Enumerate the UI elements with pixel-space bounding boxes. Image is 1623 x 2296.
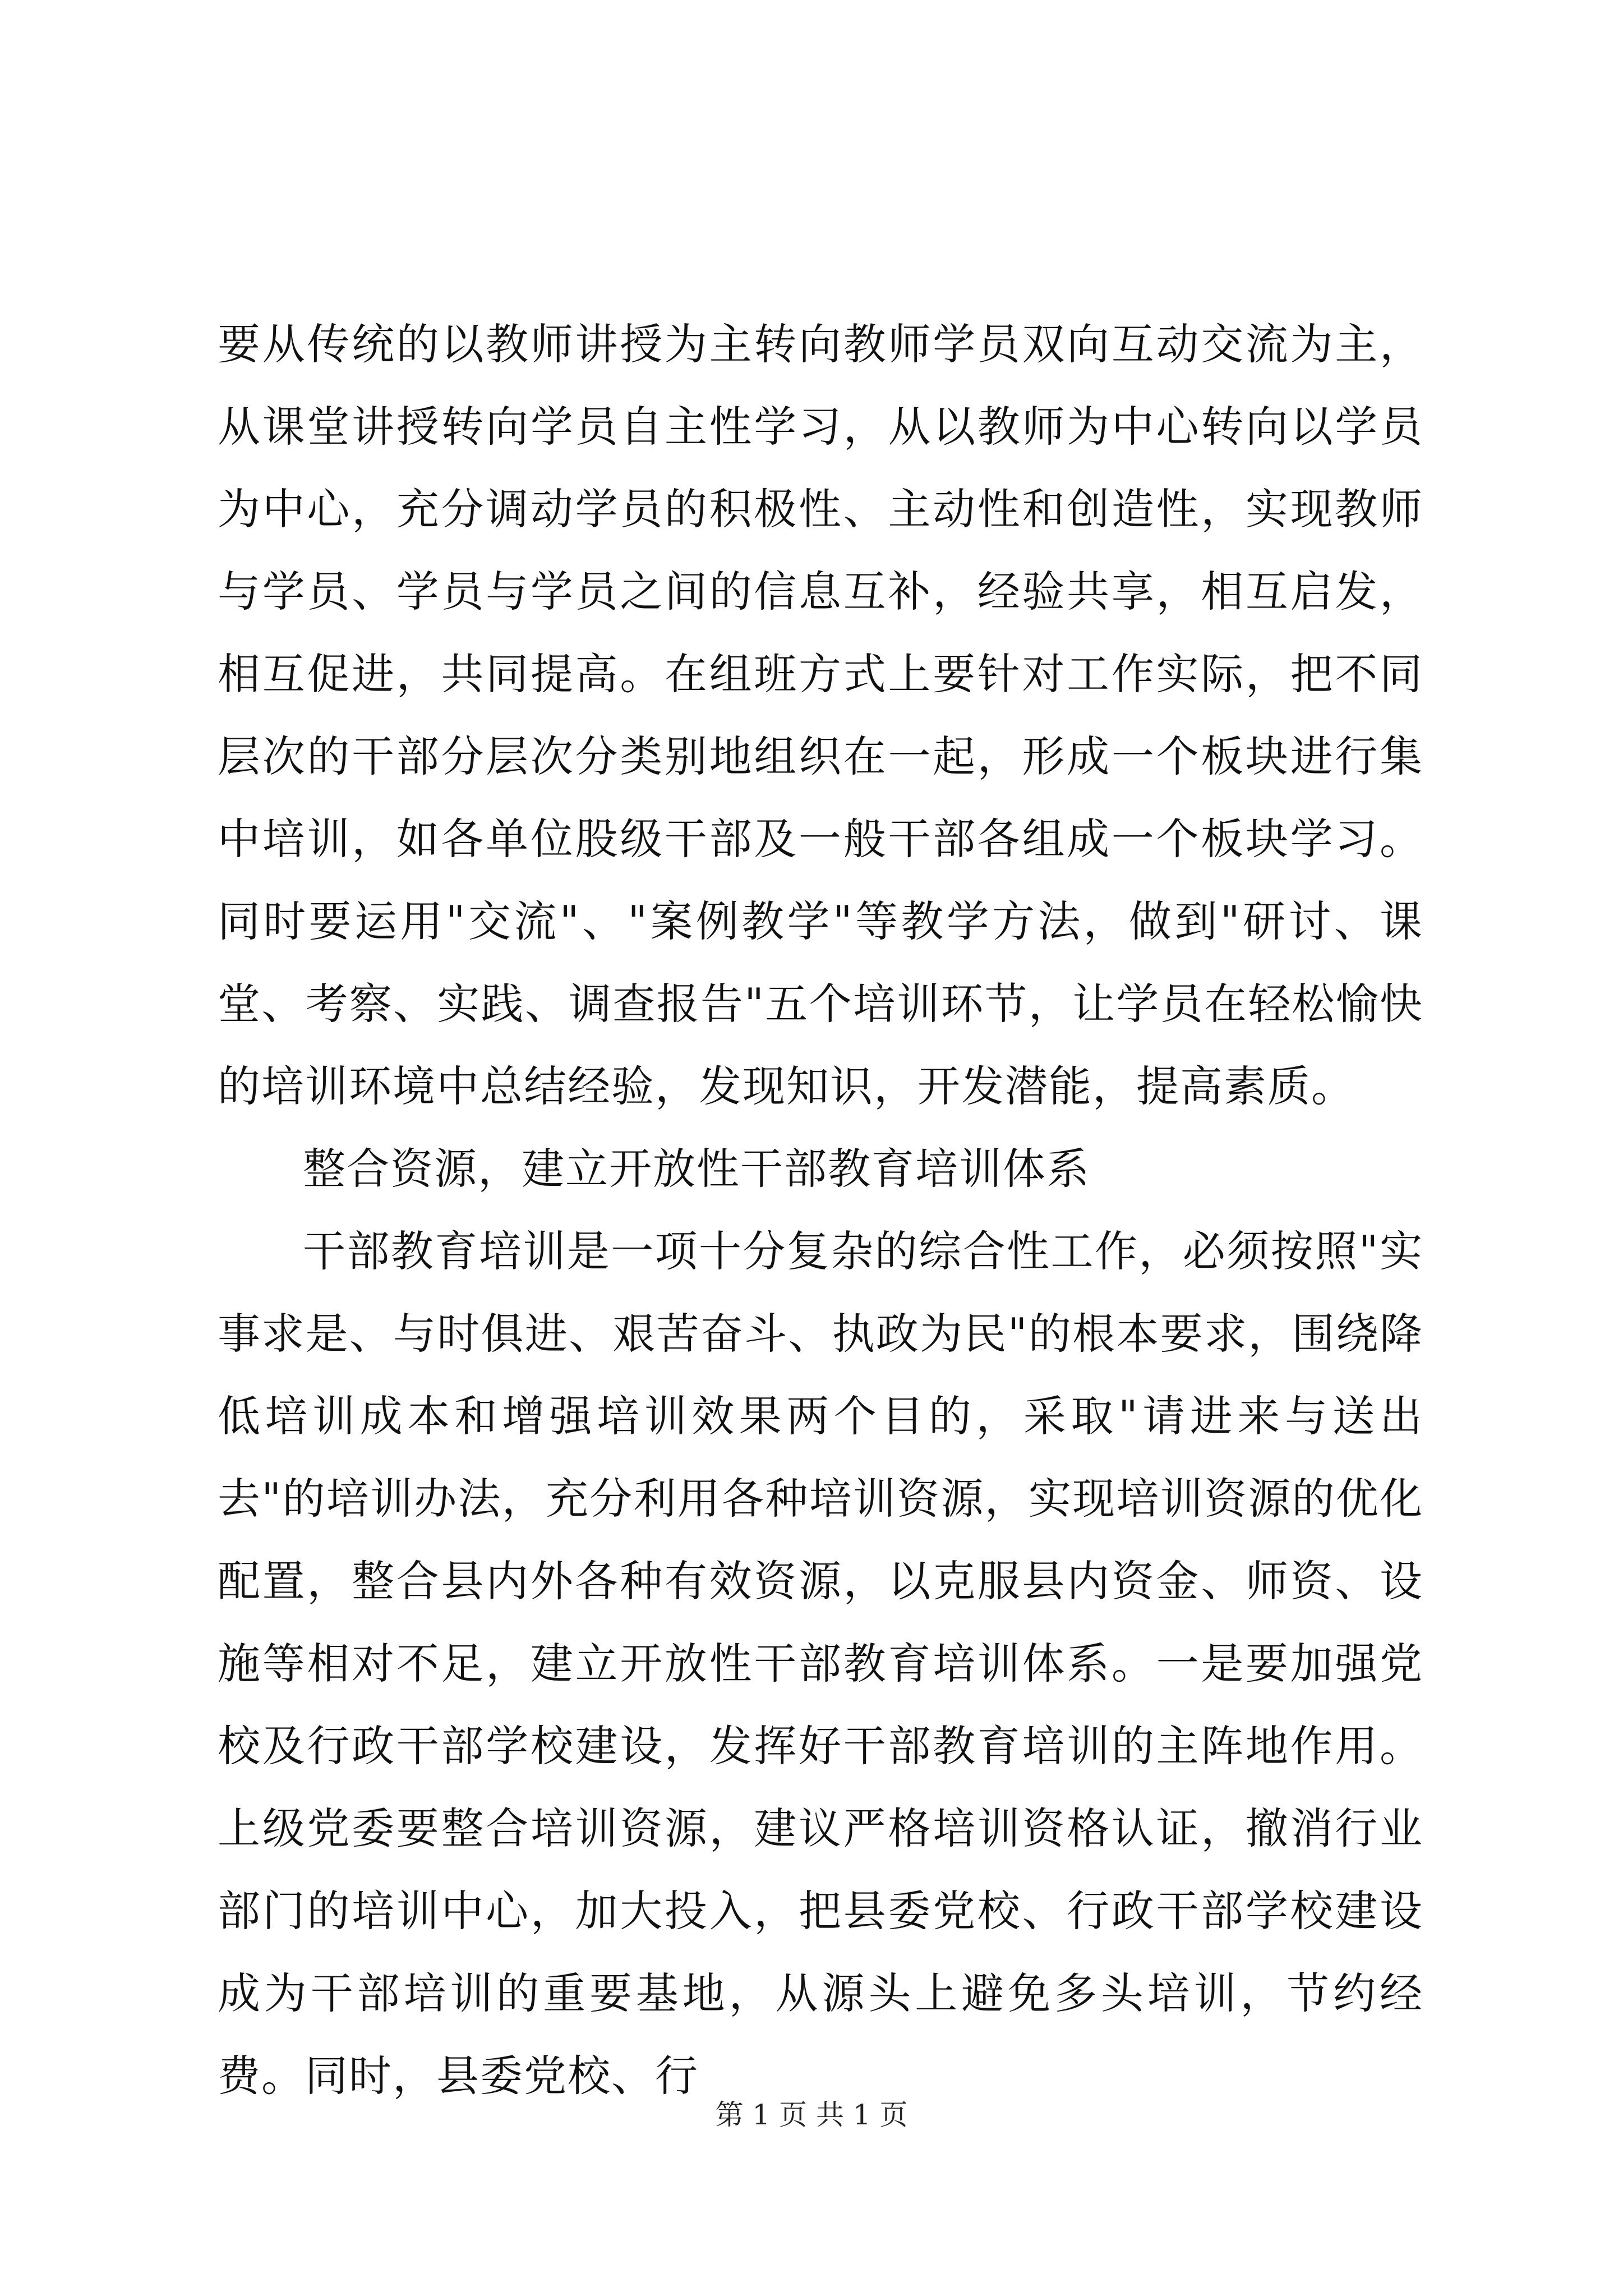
section-heading: 整合资源，建立开放性干部教育培训体系 [303, 1144, 1090, 1194]
page-footer: 第 1 页 共 1 页 [715, 2099, 908, 2131]
paragraph-teaching-methods: 要从传统的以教师讲授为主转向教师学员双向互动交流为主，从课堂讲授转向学员自主性学习，从以教师为中心转向以学员为中心，充分调动学员的积极性、主动性和创造性，实现教师与学员、学员与学员之间的信息互补，经验共享，相互启发，相互促进，共同提高。在组班方式上要针对工作实际，把不同层次的干部分层次分类别地组织在一起，形成一个板块进行集中培训，如各单位股级干部及一般干部各组成一个板块学习。同时要运用"交流"、"案例教学"等教学方法，做到"研讨、课堂、考察、实践、调查报告"五个培训环节，让学员在轻松愉快的培训环境中总结经验，发现知识，开发潜能，提高素质。 [218, 319, 1423, 1111]
paragraph-training-resources: 干部教育培训是一项十分复杂的综合性工作，必须按照"实事求是、与时俱进、艰苦奋斗、执政为民"的根本要求，围绕降低培训成本和增强培训效果两个目的，采取"请进来与送出去"的培训办法，充分利用各种培训资源，实现培训资源的优化配置，整合县内外各种有效资源，以克服县内资金、师资、设施等相对不足，建立开放性干部教育培训体系。一是要加强党校及行政干部学校建设，发挥好干部教育培训的主阵地作用。上级党委要整合培训资源，建议严格培训资格认证，撤消行业部门的培训中心，加大投入，把县委党校、行政干部学校建设成为干部培训的重要基地，从源头上避免多头培训，节约经费。同时，县委党校、行 [218, 1226, 1423, 2101]
document-body [218, 303, 1423, 2117]
